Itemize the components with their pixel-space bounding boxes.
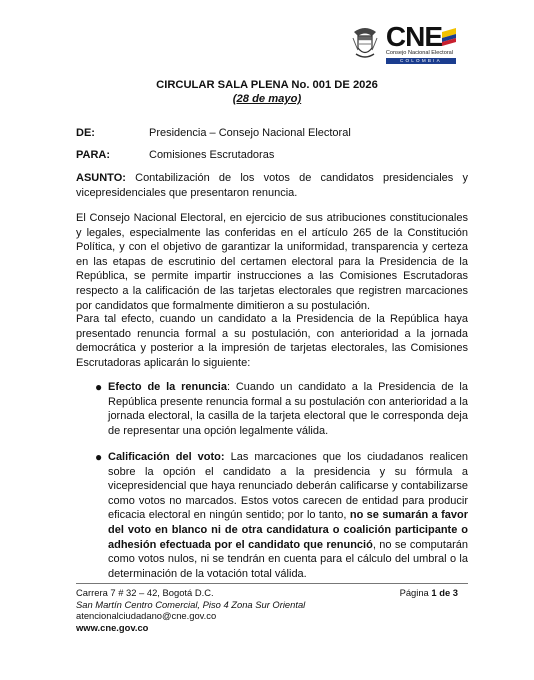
bullet-efecto-renuncia <box>95 380 468 438</box>
circular-title: CIRCULAR SALA PLENA No. 001 DE 2026 <box>156 79 378 91</box>
cne-logo-text: CNE <box>385 21 442 52</box>
bullet-2-text-1: Las marcaciones que los ciudadanos realicen sobre la opción el candidato a la presidencia y su fórmula a vicepresidencial que haya renunciado deberán calificarse y contabilizarse como votos no marcados. Estos votos carecen de entidad para producir eficacia electoral en ningún sentido; por lo tanto, <box>108 451 468 522</box>
para-label: PARA: <box>76 149 111 161</box>
de-value: Presidencia – Consejo Nacional Electoral <box>149 127 351 139</box>
footer-email[interactable]: atencionalciudadano@cne.gov.co <box>76 610 217 621</box>
document-title <box>0 78 534 106</box>
field-para <box>76 148 274 162</box>
asunto-value: Contabilización de los votos de candidatos presidenciales y vicepresidenciales que presentaron renuncia. <box>76 172 468 199</box>
colombia-coat-of-arms-icon <box>350 24 380 62</box>
para-value: Comisiones Escrutadoras <box>149 149 275 161</box>
flag-check-icon <box>442 26 456 48</box>
circular-date: (28 de mayo) <box>232 93 302 105</box>
cne-logo <box>385 21 456 64</box>
bullet-calificacion-voto <box>95 450 468 581</box>
footer-divider <box>76 583 468 584</box>
body-paragraph-1: El Consejo Nacional Electoral, en ejercicio de sus atribuciones constitucionales y legales, especialmente las conferidas en el artículo 265 de la Constitución Política, y con el objetivo de garantizar la uniformidad, transparencia y certeza en las etapas de escrutinio del certamen electoral para la Presidencia de la República, se permite impartir instrucciones a las Comisiones Escrutadoras respecto a la calificación de las tarjetas electorales que registren marcaciones por candidatos que formalmente dimitieron a su postulación. <box>76 212 468 312</box>
asunto-label: ASUNTO: <box>76 172 126 184</box>
footer-address: Carrera 7 # 32 – 42, Bogotá D.C. <box>76 587 214 598</box>
footer-address-2: San Martín Centro Comercial, Piso 4 Zona Sur Oriental <box>76 598 306 610</box>
page-of: de <box>439 587 451 598</box>
bullet-dot-icon: ● <box>95 450 103 464</box>
bullet-1-text: : Cuando un candidato a la Presidencia de la República presente renuncia formal a su postulación con anterioridad a la jornada electoral, la casilla de la tarjeta electoral que le corresponda deja de representar una opción legalmente válida. <box>108 381 468 437</box>
cne-org-name: Consejo Nacional Electoral <box>385 50 454 56</box>
page-total: 3 <box>452 587 458 598</box>
page-number <box>400 587 458 599</box>
bullet-2-bold: no se sumarán a favor del voto en blanco ni de otra candidatura o coalición participante o adhesión efectuada por el candidato que renunció <box>108 509 468 551</box>
footer-contact <box>76 587 305 633</box>
bullet-dot-icon: ● <box>95 380 103 394</box>
body-paragraph-2: Para tal efecto, cuando un candidato a la Presidencia de la República haya presentado renuncia formal a su postulación, con anterioridad a la jornada democrática y posterior a la impresión de tarjetas electorales, las Comisiones Escrutadoras aplicarán lo siguiente: <box>76 313 468 369</box>
de-label: DE: <box>76 127 95 139</box>
page-label: Página <box>399 587 429 598</box>
bullet-1-title: Efecto de la renuncia <box>108 381 227 393</box>
field-de <box>76 126 351 140</box>
cne-country: COLOMBIA <box>386 58 456 64</box>
page-current: 1 <box>431 587 437 598</box>
asunto-paragraph <box>76 171 468 200</box>
header-logos <box>350 21 456 64</box>
bullet-2-title: Calificación del voto: <box>108 451 225 463</box>
bullet-2-text-2: , no se computarán como votos nulos, ni se tendrán en cuenta para el cálculo del umbral o la determinación de la votación total válida. <box>108 538 468 580</box>
footer-website[interactable]: www.cne.gov.co <box>76 621 149 633</box>
